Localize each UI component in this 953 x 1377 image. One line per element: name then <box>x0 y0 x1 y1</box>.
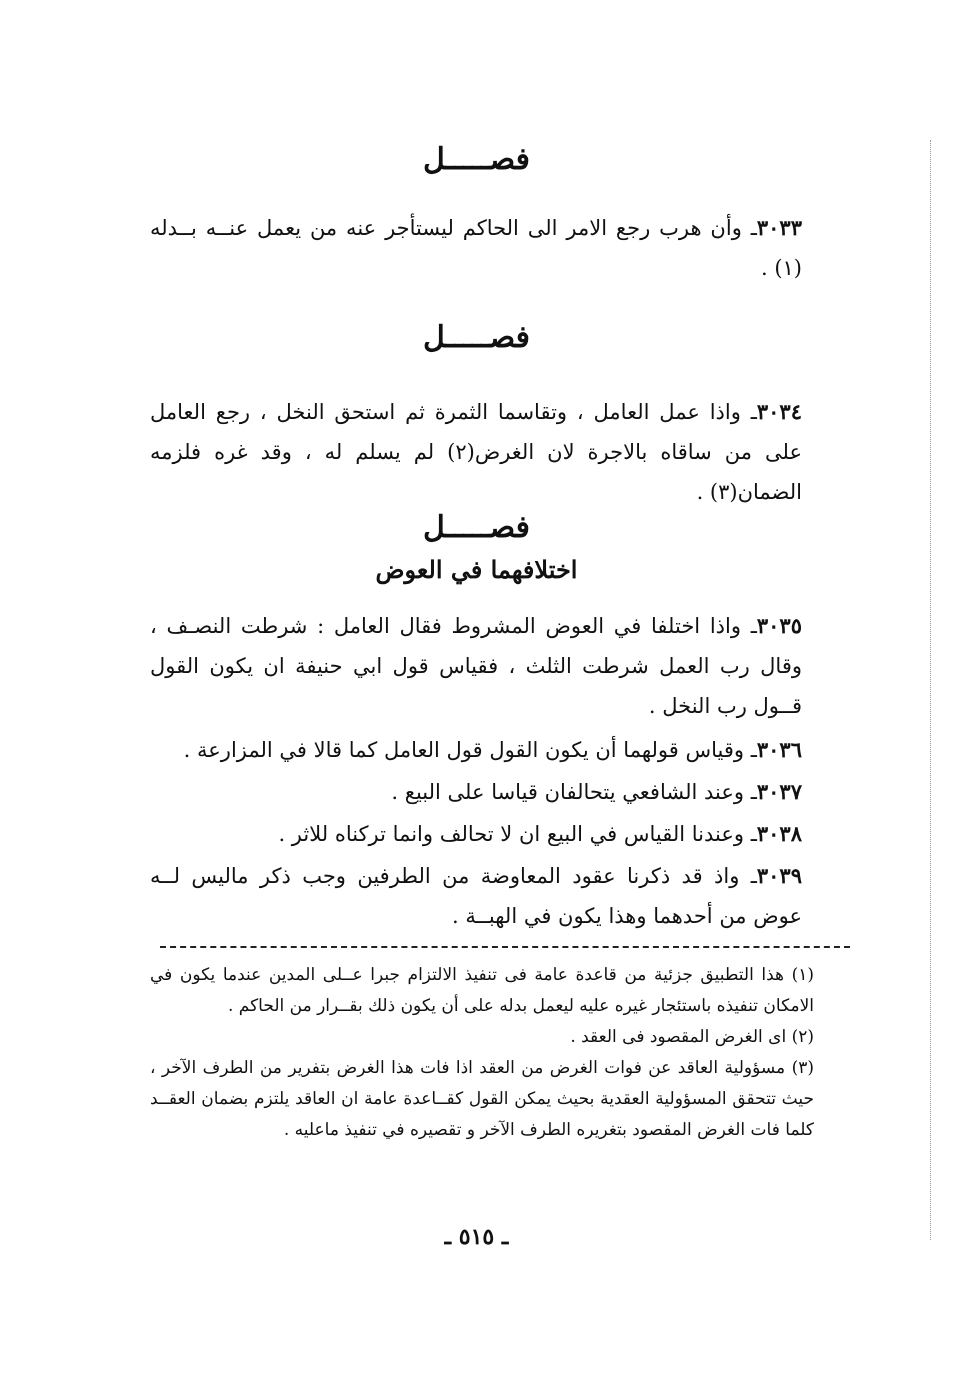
paragraph-number: ٣٠٣٨ <box>756 821 802 846</box>
paragraph-3033 <box>150 208 850 288</box>
footnote-marker: (١) <box>791 965 815 985</box>
footnotes <box>150 960 850 1146</box>
footnote-3 <box>150 1053 850 1146</box>
section-heading-3: فصـــــل <box>422 510 531 545</box>
footnote-marker: (٣) <box>791 1058 814 1078</box>
paragraph-number: ٣٠٣٩ <box>756 863 802 888</box>
paragraph-text: ـ واذا اختلفا في العوض المشروط فقال العامل : شرطت النصـف ، وقال رب العمل شرطت الثلث ، فقياس قول ابي حنيفة ان يكون القول قــول رب النخل . <box>150 614 802 718</box>
paragraph-text: ـ وقياس قولهما أن يكون القول قول العامل كما قالا في المزارعة . <box>183 738 757 762</box>
footnote-text: مسؤولية العاقد عن فوات الغرض من العقد اذا فات هذا الغرض بتفرير من الطرف الآخر ، حيث تتحقق المسؤولية العقدية بحيث يمكن القول كقــاعدة عامة ان العاقد يلتزم بضمان العقــد كلما فات الغرض المقصود بتغريره الطرف الآخر و تقصيره في تنفيذ ماعليه . <box>150 1058 814 1140</box>
paragraph-text: ـ واذا عمل العامل ، وتقاسما الثمرة ثم استحق النخل ، رجع العامل على من ساقاه بالاجرة لان الغرض(٢) لم يسلم له ، وقد غره فلزمه الضمان(٣) . <box>150 400 802 504</box>
paragraph-3037 <box>150 772 850 812</box>
margin-dotted-line <box>930 140 931 1240</box>
footnote-separator <box>160 946 850 948</box>
paragraph-number: ٣٠٣٤ <box>756 399 802 424</box>
paragraph-text: ـ وأن هرب رجع الامر الى الحاكم ليستأجر عنه من يعمل عنــه بــدله (١) . <box>150 216 802 280</box>
footnote-marker: (٢) <box>791 1027 814 1047</box>
section-heading-2: فصـــــل <box>422 320 531 355</box>
section-subheading: اختلافهما في العوض <box>375 555 578 584</box>
section-heading-1: فصـــــل <box>422 142 531 177</box>
paragraph-text: ـ واذ قد ذكرنا عقود المعاوضة من الطرفين وجب ذكر ماليس لــه عوض من أحدهما وهذا يكون في الهبــة . <box>150 864 802 928</box>
paragraph-3034 <box>150 392 850 512</box>
footnote-text: اى الغرض المقصود فى العقد . <box>570 1027 787 1047</box>
paragraph-number: ٣٠٣٣ <box>756 215 802 240</box>
footnote-2 <box>150 1022 850 1053</box>
footnote-text: هذا التطبيق جزئية من قاعدة عامة فى تنفيذ الالتزام جبرا عــلى المدين عندما يكون في الامكان تنفيذه باستئجار غيره عليه ليعمل بدله على أن يكون ذلك بقــرار من الحاكم . <box>150 965 814 1016</box>
paragraph-3038 <box>150 814 850 854</box>
paragraph-3035 <box>150 606 850 726</box>
page-number: ـ ٥١٥ ـ <box>444 1224 509 1250</box>
paragraph-3039 <box>150 856 850 936</box>
paragraph-text: ـ وعندنا القياس في البيع ان لا تحالف وانما تركناه للاثر . <box>278 822 757 846</box>
paragraph-number: ٣٠٣٥ <box>756 613 802 638</box>
footnote-1 <box>150 960 850 1022</box>
paragraph-text: ـ وعند الشافعي يتحالفان قياسا على البيع . <box>391 780 757 804</box>
paragraph-number: ٣٠٣٦ <box>756 737 802 762</box>
paragraph-3036 <box>150 730 850 770</box>
paragraph-number: ٣٠٣٧ <box>756 779 802 804</box>
